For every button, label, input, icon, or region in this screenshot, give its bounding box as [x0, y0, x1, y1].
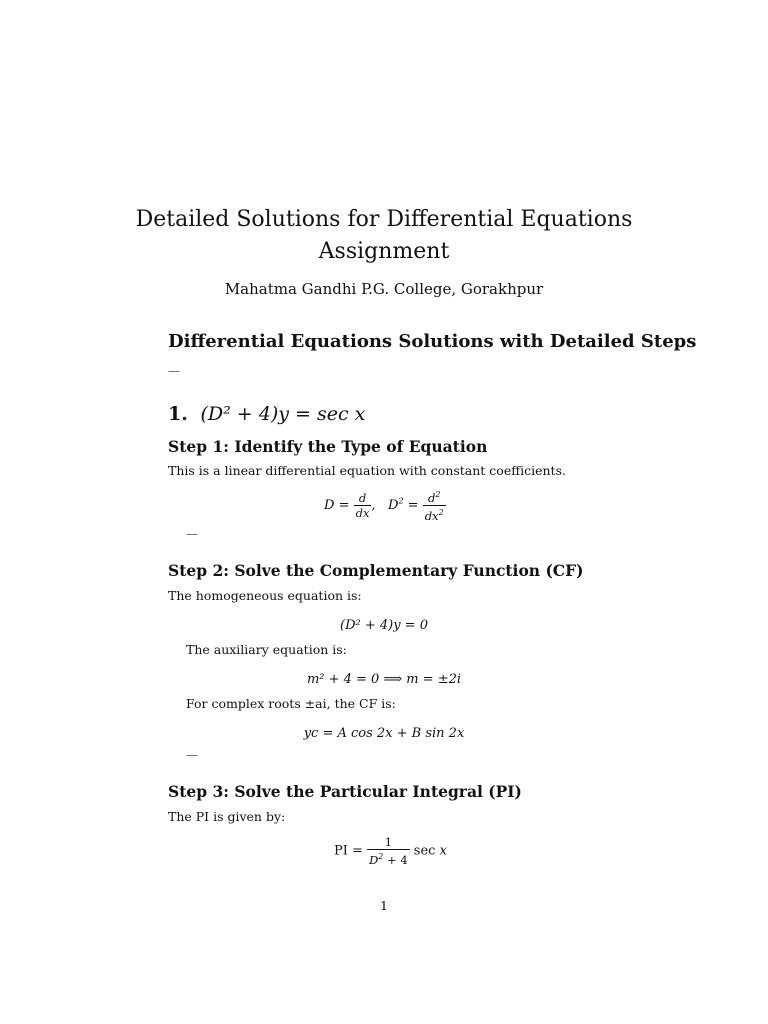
step-2-heading: Step 2: Solve the Complementary Function (CF) — [168, 561, 584, 580]
page-number: 1 — [380, 898, 388, 913]
auxiliary-equation: m² + 4 = 0 ⟹ m = ±2i — [306, 672, 462, 687]
problem-number: 1. — [168, 403, 188, 425]
separator-dash: — — [186, 527, 198, 541]
step-2-intro: The homogeneous equation is: — [168, 588, 362, 603]
problem-1-heading — [168, 403, 365, 425]
operator-definition-equation: D = $\frac{d}{dx}$ , $D^2$ = $\frac{d^2}{dx^2}$ — [324, 490, 444, 523]
section-heading: Differential Equations Solutions with Detailed Steps — [168, 331, 697, 352]
auxiliary-intro: The auxiliary equation is: — [186, 642, 347, 657]
complex-roots-text: For complex roots ±ai, the CF is: — [186, 696, 396, 711]
separator-dash: — — [168, 364, 180, 378]
step-1-heading: Step 1: Identify the Type of Equation — [168, 437, 488, 456]
step-1-text: This is a linear differential equation with constant coefficients. — [168, 463, 566, 478]
document-title-line2: Assignment — [318, 239, 450, 264]
step-3-heading: Step 3: Solve the Particular Integral (PI) — [168, 782, 522, 801]
author-affiliation: Mahatma Gandhi P.G. College, Gorakhpur — [224, 280, 544, 298]
problem-equation: (D² + 4)y = sec x — [200, 403, 366, 425]
complementary-function-equation: yc = A cos 2x + B sin 2x — [303, 726, 465, 741]
particular-integral-equation: PI = $\frac{1}{D^2 + 4}$ sec x — [334, 835, 447, 867]
document-title-line1: Detailed Solutions for Differential Equations — [135, 207, 633, 232]
separator-dash: — — [186, 748, 198, 762]
step-3-intro: The PI is given by: — [168, 809, 286, 824]
homogeneous-equation: (D² + 4)y = 0 — [340, 618, 428, 633]
